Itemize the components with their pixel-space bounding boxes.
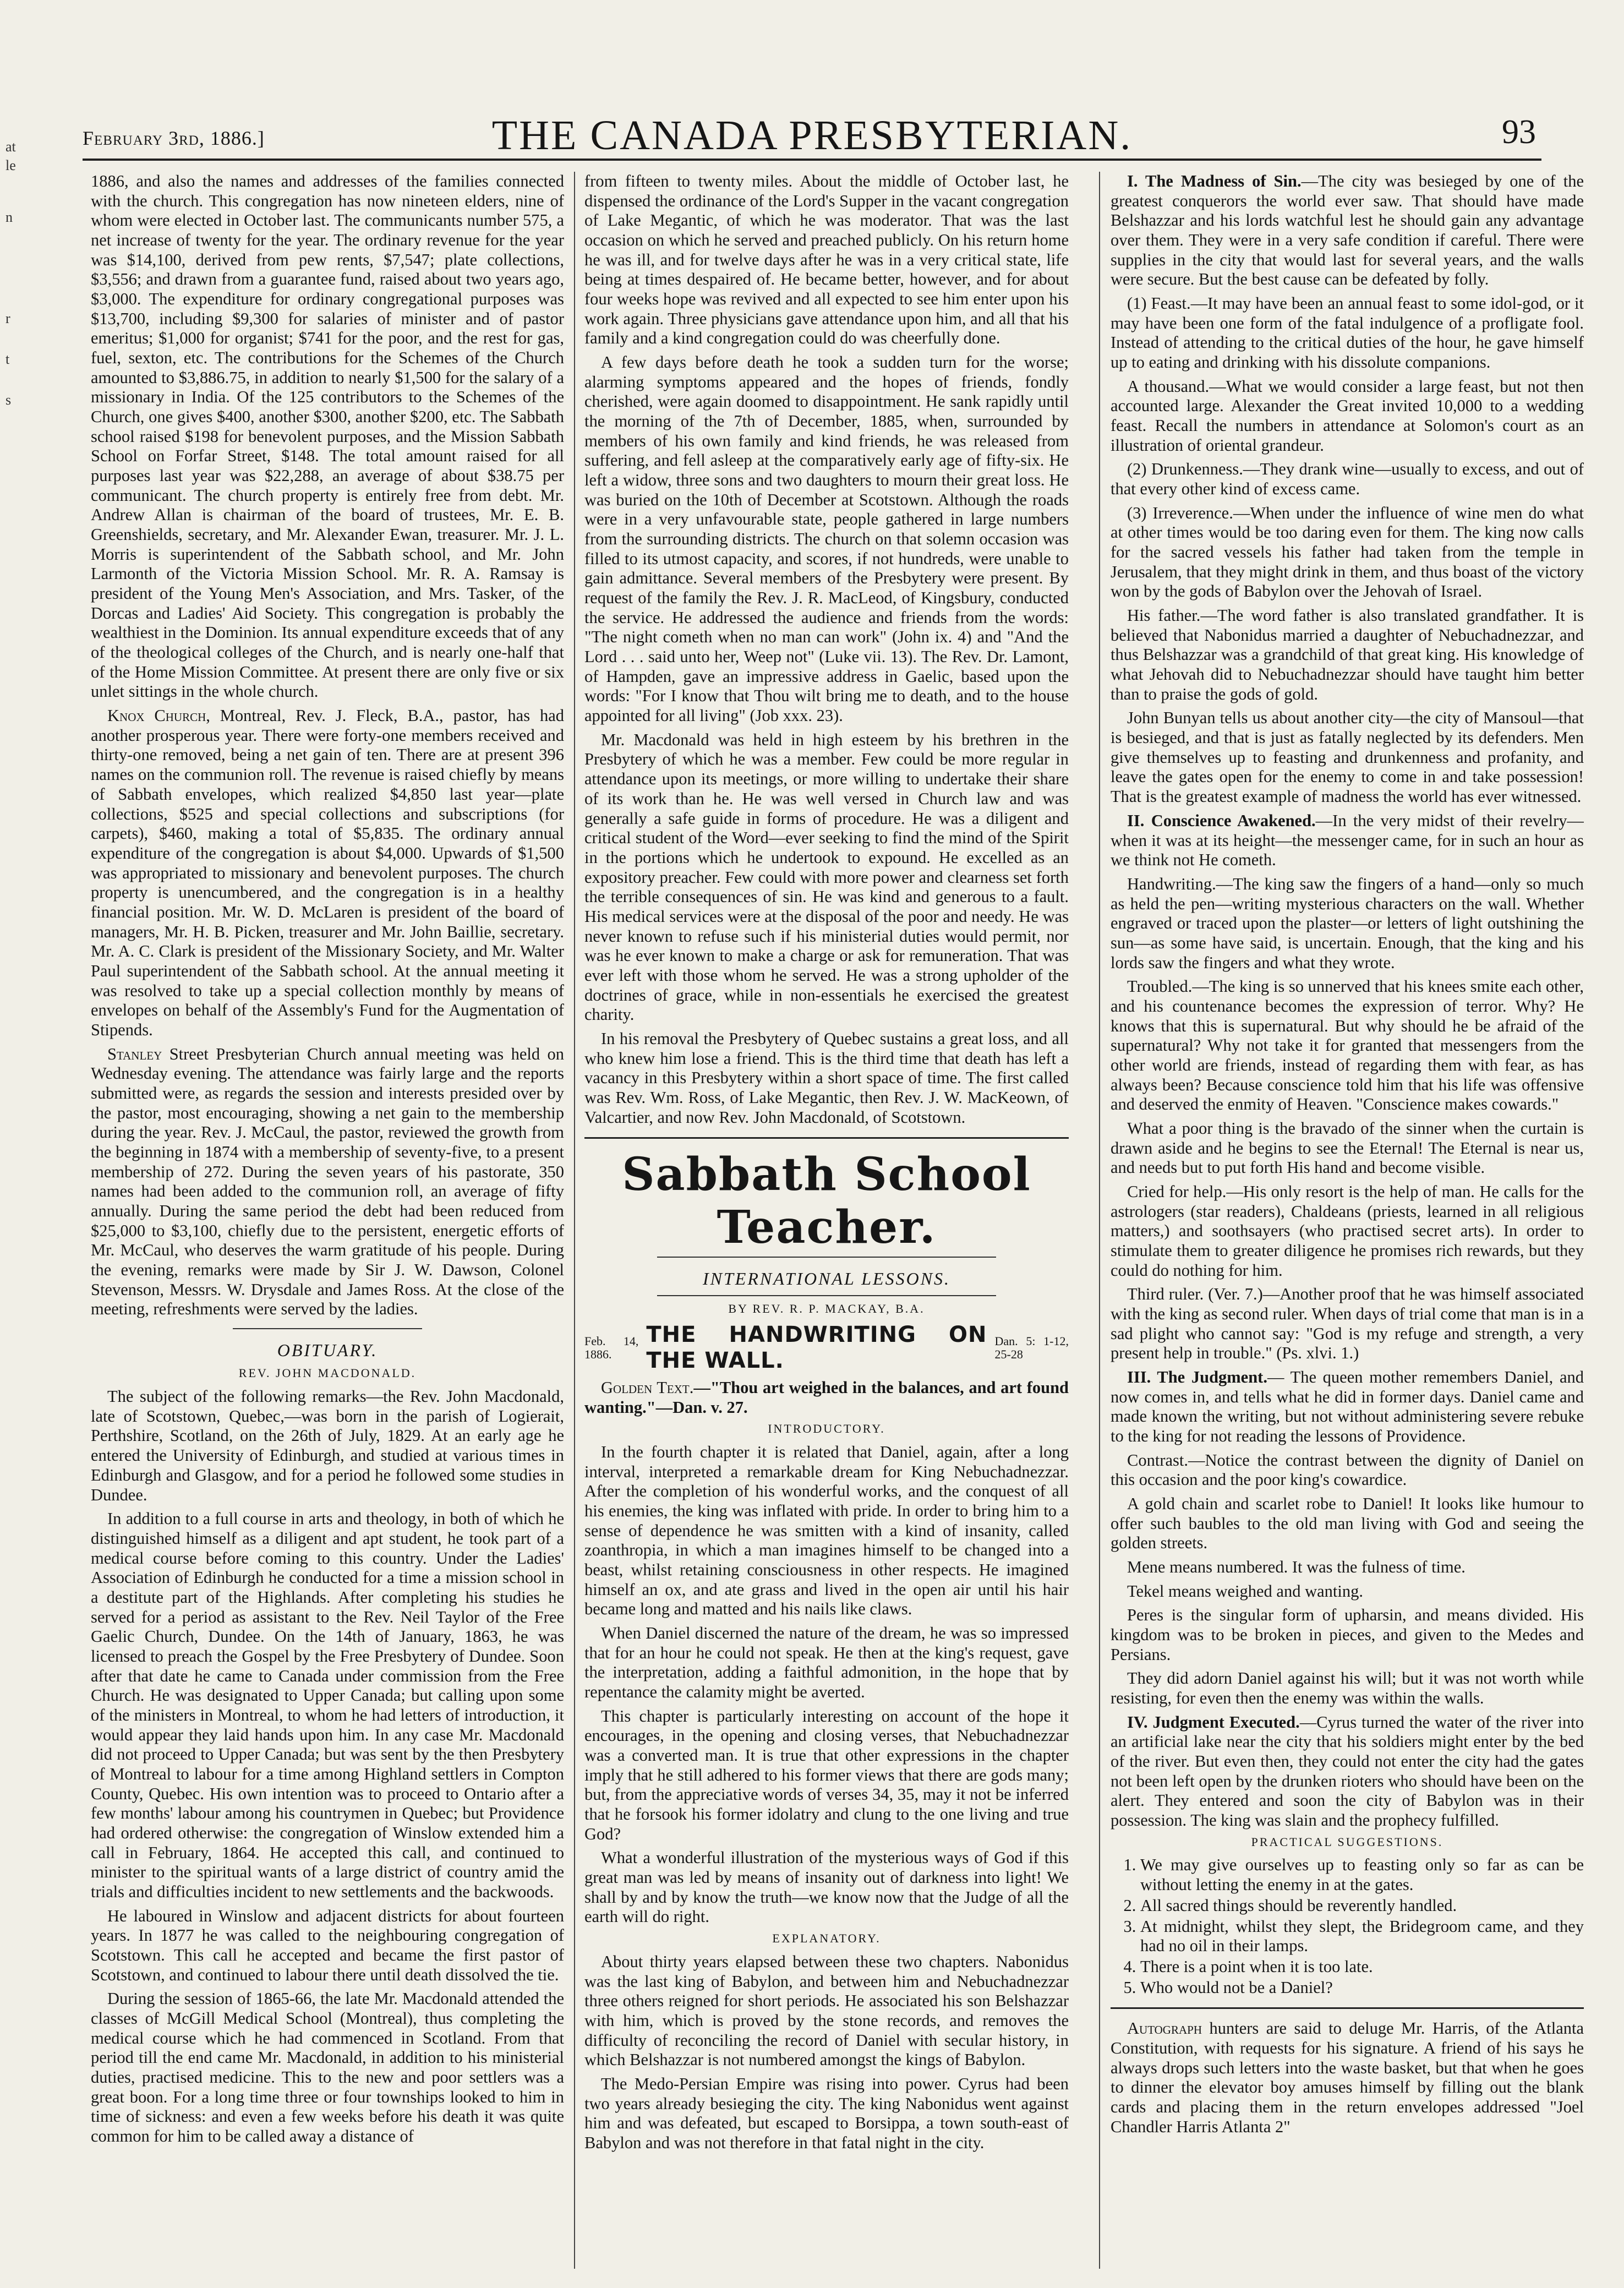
point-heading: III. The Judgment. xyxy=(1127,1367,1267,1386)
paragraph: (3) Irreverence.—When under the influence of wine men do what at other times would be too daring even for them. The king now calls for the sacred vessels his father had taken from the temple in Jerusalem, that they might drink in them, and thus boast of the victory won by the gods of Babylon over the Jehovah of Israel. xyxy=(1111,503,1584,601)
run-in-head: Stanley xyxy=(107,1044,162,1063)
obituary-subheading: REV. JOHN MACDONALD. xyxy=(238,1366,417,1380)
column-1 xyxy=(91,172,564,2269)
paragraph: The Medo-Persian Empire was rising into power. Cyrus had been two years already besieging the city. The king Nabonidus went against him and was defeated, but escaped to Borsippa, a town south-east of Babylon and was not therefore in that fatal night in the city. xyxy=(584,2074,1069,2152)
obituary-heading: OBITUARY. xyxy=(277,1340,378,1360)
section-subtitle: INTERNATIONAL LESSONS. xyxy=(702,1269,951,1289)
golden-text xyxy=(584,1378,1069,1417)
paragraph: John Bunyan tells us about another city—the city of Mansoul—that is besieged, and that is just as fatally neglected by its defenders. Men give themselves up to feasting and drunkenness and profanity, and leave the gates open for the enemy to come in and take possession! That is the greatest example of madness the world has ever witnessed. xyxy=(1111,708,1584,806)
explanatory-heading: EXPLANATORY. xyxy=(772,1931,881,1946)
masthead-title: THE CANADA PRESBYTERIAN. xyxy=(491,112,1133,159)
paragraph: Handwriting.—The king saw the fingers of a hand—only so much as held the pen—writing mysterious characters on the wall. Whether engraved or traced upon the plaster—or letters of light outshining the sun—as some have said, is uncertain. Enough, that the king and his lords saw the fingers and what they wrote. xyxy=(1111,874,1584,972)
paragraph-body: —In the very midst of their revelry—when it was at its height—the messenger came, for in such an hour as we think not He cometh. xyxy=(1111,811,1584,870)
margin-mark: at xyxy=(6,139,16,155)
divider xyxy=(657,1295,996,1296)
divider xyxy=(657,1257,996,1258)
list-item: 4. There is a point when it is too late. xyxy=(1140,1957,1584,1977)
paragraph: In his removal the Presbytery of Quebec sustains a great loss, and all who knew him lose a friend. This is the third time that death has left a vacancy in this Presbytery within a short space of time. The first called was Rev. Wm. Ross, of Lake Megantic, then Rev. J. W. MacKeown, of Valcartier, and now Rev. John Macdonald, of Scotstown. xyxy=(584,1029,1069,1127)
suggestions-heading: PRACTICAL SUGGESTIONS. xyxy=(1251,1834,1443,1849)
paragraph-body: hunters are said to deluge Mr. Harris, of the Atlanta Constitution, with requests for his signature. A friend of his says he always drops such letters into the waste basket, but that when he goes to dinner the elevator boy amuses himself by filling out the blank cards and placing them in the return envelopes addressed "Joel Chandler Harris Atlanta 2" xyxy=(1111,2019,1584,2136)
paragraph: 1886, and also the names and addresses of the families connected with the church. This congregation has now nineteen elders, nine of whom were elected in October last. The communicants number 575, a net increase of twenty for the year. The ordinary revenue for the year was $14,100, derived from pew rents, $7,547; plate collections, $3,556; and drawn from a guarantee fund, raised about two years ago, $3,000. The expenditure for ordinary congregational purposes was $13,700, including $9,300 for salaries of minister and of pastor emeritus; $1,000 for organist; $741 for the poor, and the rest for gas, fuel, sexton, etc. The contributions for the Schemes of the Church amounted to $3,886.75, in addition to nearly $1,500 for the salary of a missionary in India. Of the 125 contributors to the Schemes of the Church, one gives $400, another $300, another $200, etc. The Sabbath school raised $198 for benevolent purposes, and the Mission Sabbath School on Forfar Street, $148. The total amount raised for all purposes last year was $22,288, an average of about $38.75 per communicant. The church property is entirely free from debt. Mr. Andrew Allan is chairman of the board of trustees, Mr. E. B. Greenshields, secretary, and Mr. Alexander Ewan, treasurer. Mr. J. L. Morris is superintendent of the Sabbath school, and Mr. John Larmonth of the Victoria Mission School. Mr. R. A. Ramsay is president of the Young Men's Association, and Mrs. Tasker, of the Dorcas and Ladies' Aid Society. This congregation is probably the wealthiest in the Dominion. Its annual expenditure exceeds that of any of the theological colleges of the Church, and is nearly one-half that of the Home Mission Committee. At present there are only five or six unlet sittings in the whole church. xyxy=(91,172,564,701)
paragraph-body: —Cyrus turned the water of the river into an artificial lake near the city that his soldiers might enter by the bed of the river. But even then, they could not enter the city had the gates not been left open by the drunken rioters who should have been on the alert. They entered and soon the city of Babylon was in their possession. The king was slain and the prophecy fulfilled. xyxy=(1111,1712,1584,1830)
point-heading: I. The Madness of Sin. xyxy=(1127,172,1302,190)
list-item: 5. Who would not be a Daniel? xyxy=(1140,1978,1584,1998)
divider xyxy=(584,1137,1069,1139)
point-heading: IV. Judgment Executed. xyxy=(1127,1712,1300,1732)
lesson-reference: Dan. 5: 1-12, 25-28 xyxy=(994,1334,1069,1362)
paragraph: What a wonderful illustration of the mysterious ways of God if this great man was led by means of insanity out of darkness into light! We shall by and by know the truth—we know now that the Judge of all the earth will do right. xyxy=(584,1848,1069,1926)
paragraph xyxy=(1111,811,1584,870)
column-divider xyxy=(574,172,575,2269)
paragraph xyxy=(1111,2019,1584,2137)
header-rule xyxy=(83,159,1541,161)
paragraph: When Daniel discerned the nature of the dream, he was so impressed that for an hour he could not speak. He then at the king's request, gave the interpretation, adding a faithful admonition, in the hope that by repentance the calamity might be averted. xyxy=(584,1624,1069,1702)
paragraph: Troubled.—The king is so unnerved that his knees smite each other, and his countenance becomes the expression of terror. Why? He knows that this is supernatural. But why should he be afraid of the supernatural? Why not take it for granted that messengers from the other world are friends, instead of regarding them with fear, as has always been? Because conscience told him that his life was offensive and deserved the enmity of Heaven. "Conscience makes cowards." xyxy=(1111,977,1584,1114)
margin-mark: s xyxy=(6,392,12,408)
paragraph xyxy=(91,706,564,1040)
paragraph xyxy=(91,1045,564,1319)
margin-mark: n xyxy=(6,209,13,225)
paragraph: (2) Drunkenness.—They drank wine—usually to excess, and out of that every other kind of excess came. xyxy=(1111,460,1584,499)
column-divider xyxy=(1099,172,1100,2269)
golden-text-body: —"Thou art weighed in the balances, and art found wanting."—Dan. v. 27. xyxy=(584,1378,1069,1417)
paragraph-body: Montreal, Rev. J. Fleck, B.A., pastor, has had another prosperous year. There were forty-one members received and thirty-one removed, being a net gain of ten. There are at present 396 names on the communion roll. The revenue is raised chiefly by means of Sabbath envelopes, which realized $4,850 last year—plate collections, $525 and special collections and subscriptions (for carpets), $460, making a total of $5,835. The ordinary annual expenditure of the congregation is about $4,000. Upwards of $1,500 was appropriated to missionary and benevolent purposes. The church property is unencumbered, and the congregation is in a healthy financial position. Mr. W. D. McLaren is president of the board of managers, Mr. H. B. Picken, treasurer and Mr. John Baillie, secretary. Mr. A. C. Clark is president of the Missionary Society, and Mr. Walter Paul superintendent of the Sabbath school. At the annual meeting it was resolved to take up a special collection monthly by means of envelopes on behalf of the Assembly's Fund for the Augmentation of Stipends. xyxy=(91,706,564,1039)
margin-mark: r xyxy=(6,310,10,326)
paragraph: About thirty years elapsed between these two chapters. Nabonidus was the last king of Babylon, and between him and Nebuchadnezzar three others reigned for short periods. He associated his son Belshazzar with him, which is proved by the stone records, and removes the difficulty of reconciling the record of Daniel with secular history, in which Belshazzar is not numbered amongst the kings of Babylon. xyxy=(584,1952,1069,2069)
divider xyxy=(1111,2007,1584,2009)
list-item: 1. We may give ourselves up to feasting only so far as can be without letting the enemy in at the gates. xyxy=(1140,1855,1584,1894)
paragraph: from fifteen to twenty miles. About the middle of October last, he dispensed the ordinance of the Lord's Supper in the vacant congregation of Lake Megantic, of which he was moderator. That was the last occasion on which he served and preached publicly. On his return home he was ill, and for twelve days after he was in a very critical state, life being at times despaired of. He became better, however, and for about four weeks hope was revived and all expected to see him enter upon his work again. Three physicians gave attendance upon him, and all that his family and a kind congregation could do was cheerfully done. xyxy=(584,172,1069,348)
divider xyxy=(233,1328,422,1329)
run-in-head: Autograph xyxy=(1127,2019,1202,2038)
paragraph: A gold chain and scarlet robe to Daniel! It looks like humour to offer such baubles to the old man living with God and seeing the golden streets. xyxy=(1111,1494,1584,1553)
paragraph: A few days before death he took a sudden turn for the worse; alarming symptoms appeared and the hopes of friends, fondly cherished, were again doomed to disappointment. He sank rapidly until the morning of the 7th of December, 1885, when, surrounded by members of his own family and kind friends, he was released from suffering, and fell asleep at the comparatively early age of fifty-six. He left a widow, three sons and two daughters to mourn their great loss. He was buried on the 10th of December at Scotstown. Although the roads were in a very unfavourable state, people gathered in large numbers from the surrounding districts. The church on that solemn occasion was filled to its utmost capacity, and scores, if not hundreds, were unable to gain admittance. Several members of the Presbytery were present. By request of the family the Rev. J. R. MacLeod, of Kingsbury, conducted the service. He addressed the audience and friends from the words: "The night cometh when no man can work" (John ix. 4) and "And the Lord . . . said unto her, Weep not" (Luke vii. 13). The Rev. Dr. Lamont, of Hampden, gave an impressive address in Gaelic, based upon the words: "For I know that Thou wilt bring me to death, and to the house appointed for all living" (Job xxx. 23). xyxy=(584,353,1069,725)
paragraph: In addition to a full course in arts and theology, in both of which he distinguished himself as a diligent and apt student, he took part of a medical course before coming to this country. Under the Ladies' Association of Edinburgh he conducted for a time a mission school in a destitute part of the Highlands. After completing his studies he served for a period as assistant to the Rev. Neil Taylor of the Free Gaelic Church, Dundee. On the 14th of January, 1863, he was licensed to preach the Gospel by the Free Presbytery of Dundee. Soon after that date he came to Canada under commission from the Free Church. He was designated to Upper Canada; but calling upon some of the ministers in Montreal, to whom he had letters of introduction, it would appear they laid hands upon him. In any case Mr. Macdonald did not proceed to Upper Canada; but was sent by the then Presbytery of Montreal to labour for a time among Highland settlers in Compton County, Quebec. His own intention was to proceed to Ontario after a few months' labour among his countrymen in Quebec; but Providence had ordered otherwise: the congregation of Winslow extended him a call in February, 1864. He accepted this call, and continued to minister to the spiritual wants of a large district of country amid the trials and difficulties incident to new settlements and the backwoods. xyxy=(91,1509,564,1901)
list-item: 2. All sacred things should be reverently handled. xyxy=(1140,1896,1584,1916)
paragraph: He laboured in Winslow and adjacent districts for about fourteen years. In 1877 he was called to the neighbouring congregation of Scotstown. This call he accepted and became the first pastor of Scotstown, and continued to labour there until death dissolved the tie. xyxy=(91,1906,564,1984)
paragraph: What a poor thing is the bravado of the sinner when the curtain is drawn aside and he begins to see the Eternal! The Eternal is near us, and needs but to put forth His hand and become visible. xyxy=(1111,1118,1584,1177)
paragraph xyxy=(1111,1368,1584,1446)
run-in-head: Knox Church, xyxy=(107,706,210,725)
point-heading: II. Conscience Awakened. xyxy=(1127,811,1316,830)
column-3 xyxy=(1111,172,1584,2269)
paragraph: A thousand.—What we would consider a large feast, but not then accounted large. Alexander the Great invited 10,000 to a wedding feast. Recall the numbers in attendance at Solomon's court as an illustration of oriental grandeur. xyxy=(1111,376,1584,455)
paragraph: Mene means numbered. It was the fulness of time. xyxy=(1127,1558,1466,1577)
lesson-date: Feb. 14, 1886. xyxy=(584,1334,639,1362)
issue-date: February 3rd, 1886.] xyxy=(83,127,265,149)
paragraph xyxy=(1111,1713,1584,1831)
paragraph xyxy=(1111,172,1584,290)
paragraph: This chapter is particularly interesting on account of the hope it encourages, in the opening and closing verses, that Nebuchadnezzar was a converted man. It is true that other expressions in the chapter imply that he still adhered to his former views that there are gods many; but, from the appreciative words of verses 34, 35, may it not be inferred that he forsook his former idolatry and clung to the one living and true God? xyxy=(584,1706,1069,1843)
paragraph: The subject of the following remarks—the Rev. John Macdonald, late of Scotstown, Quebec,—was born in the parish of Logierait, Perthshire, Scotland, on the 26th of July, 1829. At an early age he entered the University of Edinburgh, and studied at various times in Edinburgh and Glasgow, and for a period he followed some studies in Dundee. xyxy=(91,1387,564,1504)
suggestions-list xyxy=(1127,1855,1584,1997)
paragraph: Third ruler. (Ver. 7.)—Another proof that he was himself associated with the king as second ruler. When days of trial come that man is in a sad plight who cannot say: "God is my refuge and strength, a very present help in trouble." (Ps. xlvi. 1.) xyxy=(1111,1285,1584,1363)
paragraph: They did adorn Daniel against his will; but it was not worth while resisting, for even then the enemy was within the walls. xyxy=(1111,1669,1584,1708)
introductory-heading: INTRODUCTORY. xyxy=(768,1422,885,1436)
paragraph-body: —The city was besieged by one of the greatest conquerors the world ever saw. That should have made Belshazzar and his lords watchful lest he should gain any advantage over them. They were in a very safe condition if careful. There were supplies in the city that would last for several years, and the walls were secure. But the best cause can be defeated by folly. xyxy=(1111,172,1584,289)
paragraph-body: — The queen mother remembers Daniel, and now comes in, and tells what he did in former days. Daniel came and made known the writing, but not without administering severe rebuke to the king for not reading the lessons of Providence. xyxy=(1111,1367,1584,1445)
section-title: Sabbath School Teacher. xyxy=(622,1148,1031,1254)
paragraph: In the fourth chapter it is related that Daniel, again, after a long interval, interpreted a remarkable dream for King Nebuchadnezzar. After the completion of his wonderful works, and the conquest of all his enemies, the king was inflated with pride. In order to bring him to a sense of dependence he was smitten with a kind of insanity, called zoanthropia, in which a man imagines himself to be changed into a beast, whilst retaining consciousness in other respects. He imagined himself an ox, and ate grass and lived in the open air until his hair became long and matted and his nails like claws. xyxy=(584,1442,1069,1619)
page-header xyxy=(83,96,1541,157)
paragraph: His father.—The word father is also translated grandfather. It is believed that Nabonidus married a daughter of Nebuchadnezzar, and thus Belshazzar was a grandchild of that great king. His knowledge of what Jehovah did to Nebuchadnezzar should have taught him better than to praise the gods of gold. xyxy=(1111,606,1584,703)
lesson-title-row xyxy=(584,1322,1069,1374)
page-number: 93 xyxy=(1502,113,1536,151)
column-2 xyxy=(584,172,1069,2269)
margin-mark: t xyxy=(6,351,10,367)
margin-marks xyxy=(6,138,33,409)
byline: BY REV. R. P. MACKAY, B.A. xyxy=(728,1301,925,1315)
paragraph: During the session of 1865-66, the late Mr. Macdonald attended the classes of McGill Medical School (Montreal), thus completing the medical course which he had commenced in Scotland. From that period till the end came Mr. Macdonald, in addition to his ministerial duties, practised medicine. This to the new and poor settlers was a great boon. For a long time three or four townships looked to him in time of sickness: and even a few weeks before his death it was quite common for him to be called away a distance of xyxy=(91,1989,564,2145)
golden-text-label: Golden Text. xyxy=(601,1378,694,1397)
paragraph: Peres is the singular form of upharsin, and means divided. His kingdom was to be broken in pieces, and given to the Medes and Persians. xyxy=(1111,1606,1584,1664)
lesson-title: THE HANDWRITING ON THE WALL. xyxy=(646,1322,987,1374)
list-item: 3. At midnight, whilst they slept, the Bridegroom came, and they had no oil in their lamps. xyxy=(1140,1917,1584,1956)
paragraph: Cried for help.—His only resort is the help of man. He calls for the astrologers (star readers), Chaldeans (priests, learned in all religious matters,) and soothsayers (who practised secret arts). In order to stimulate them to greater diligence he promises rich rewards, but they could do nothing for him. xyxy=(1111,1182,1584,1280)
paragraph: Tekel means weighed and wanting. xyxy=(1127,1581,1363,1601)
paragraph: Mr. Macdonald was held in high esteem by his brethren in the Presbytery of which he was a member. Few could be more regular in attendance upon its meetings, or more willing to undertake their share of its work than he. He was well versed in Church law and was generally a safe guide in forms of procedure. He was a diligent and critical student of the Word—ever seeking to find the mind of the Spirit in the portions which he undertook to expound. He excelled as an expository preacher. Few could with more power and clearness set forth the terrible consequences of sin. He was kind and generous to a fault. His medical services were at the disposal of the poor and needy. He was never known to refuse such if his ministerial duties would permit, nor was he ever known to make a charge or ask for remuneration. That was ever left with those whom he served. He was a strong upholder of the doctrines of grace, while in non-essentials he exercised the greatest charity. xyxy=(584,730,1069,1024)
paragraph: (1) Feast.—It may have been an annual feast to some idol-god, or it may have been one form of the fatal indulgence of a profligate fool. Instead of attending to the critical duties of the hour, he gave himself up to eating and drinking with his dissolute companions. xyxy=(1111,294,1584,372)
paragraph-body: Street Presbyterian Church annual meeting was held on Wednesday evening. The attendance was fairly large and the reports submitted were, as regards the session and interests presided over by the pastor, most encouraging, showing a net gain to the membership during the year. Rev. J. McCaul, the pastor, reviewed the growth from the beginning in 1874 with a membership of seventy-five, to a present membership of 272. During the seven years of his pastorate, 350 names had been added to the communion roll, an average of fifty annually. During the same period the debt had been reduced from $25,000 to $3,100, chiefly due to the persistent, energetic efforts of Mr. McCaul, who deserves the warm gratitude of his people. During the evening, remarks were made by Sir J. W. Dawson, Colonel Stevenson, Messrs. W. Drysdale and James Ross. At the close of the meeting, refreshments were served by the ladies. xyxy=(91,1044,564,1319)
paragraph: Contrast.—Notice the contrast between the dignity of Daniel on this occasion and the poor king's cowardice. xyxy=(1111,1450,1584,1489)
margin-mark: le xyxy=(6,157,16,173)
